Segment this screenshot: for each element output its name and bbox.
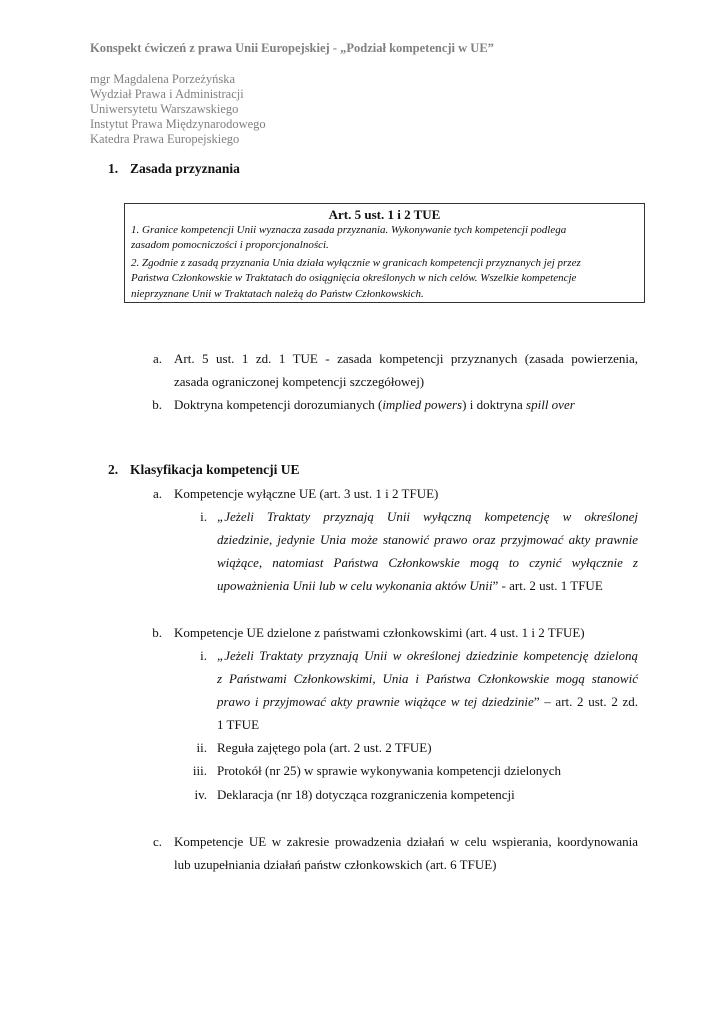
article-quote-line: 1. Granice kompetencji Unii wyznacza zasada przyznania. Wykonywanie tych kompetencji podlega [131,224,567,236]
article-quote-line: Państwa Członkowskie w Traktatach do osiągnięcia określonych w nich celów. Wszelkie kompetencje [131,272,577,284]
list-marker: a. [152,351,162,366]
list-marker: a. [152,486,162,501]
item-text: Kompetencje wyłączne UE (art. 3 ust. 1 i 2 TFUE) [174,486,439,501]
author-university: Uniwersytetu Warszawskiego [90,102,239,116]
item-text: Doktryna kompetencji dorozumianych (implied powers) i doktryna spill over [174,397,575,412]
section2-number: 2. [108,462,119,477]
list-marker: c. [152,834,162,849]
article-quote-line: nieprzyznane Unii w Traktatach należą do Państw Członkowskich. [131,288,424,300]
article-quote-line: 2. Zgodnie z zasadą przyznania Unia działa wyłącznie w granicach kompetencji przyznanych jej przez [131,257,581,269]
quote-text: „Jeżeli Traktaty przyznają Unii w określonej dziedzinie kompetencję dzieloną [217,648,638,663]
list-marker: b. [152,397,162,412]
quote-text: wiążące, natomiast Państwa Członkowskie mogą to czynić wyłącznie z [217,555,638,570]
article-quote-line: zasadom pomocniczości i proporcjonalności. [131,239,329,251]
author-name: mgr Magdalena Porzeżyńska [90,72,236,86]
item-text: lub uzupełniania działań państw członkowskich (art. 6 TFUE) [174,857,497,872]
list-marker: iii. [192,763,207,778]
author-institute: Instytut Prawa Międzynarodowego [90,117,266,131]
item-text: Deklaracja (nr 18) dotycząca rozgraniczenia kompetencji [217,787,515,802]
author-faculty: Wydział Prawa i Administracji [90,87,244,101]
section1-number: 1. [108,161,119,176]
item-text: Art. 5 ust. 1 zd. 1 TUE - zasada kompetencji przyznanych (zasada powierzenia, [174,351,638,366]
article-quote-box [124,203,645,303]
section1-heading: Zasada przyznania [130,161,240,176]
document-header-title: Konspekt ćwiczeń z prawa Unii Europejskiej - „Podział kompetencji w UE” [90,41,494,55]
article-quote-title: Art. 5 ust. 1 i 2 TUE [328,207,441,222]
list-marker: i. [200,648,207,663]
quote-text: prawo i przyjmować akty prawnie wiążące w tej dziedzinie” – art. 2 ust. 2 zd. [217,694,639,709]
list-marker: ii. [196,740,207,755]
quote-text: z Państwami Członkowskimi, Unia i Państwa Członkowskie mogą stanowić [217,671,638,686]
author-department: Katedra Prawa Europejskiego [90,132,240,146]
item-text: Reguła zajętego pola (art. 2 ust. 2 TFUE) [217,740,432,755]
item-text: Protokół (nr 25) w sprawie wykonywania kompetencji dzielonych [217,763,562,778]
item-text: zasada ograniczonej kompetencji szczegółowej) [174,374,425,389]
section2-heading: Klasyfikacja kompetencji UE [130,462,300,477]
quote-text: „Jeżeli Traktaty przyznają Unii wyłączną kompetencję w określonej [217,509,638,524]
list-marker: iv. [194,787,207,802]
quote-text: upoważnienia Unii lub w celu wykonania aktów Unii” - art. 2 ust. 1 TFUE [217,578,603,593]
quote-text: dziedzinie, jedynie Unia może stanowić prawo oraz przyjmować akty prawnie [217,532,638,547]
item-text: Kompetencje UE w zakresie prowadzenia działań w celu wspierania, koordynowania [174,834,638,849]
list-marker: i. [200,509,207,524]
quote-text: 1 TFUE [217,717,260,732]
list-marker: b. [152,625,162,640]
item-text: Kompetencje UE dzielone z państwami członkowskimi (art. 4 ust. 1 i 2 TFUE) [174,625,585,640]
